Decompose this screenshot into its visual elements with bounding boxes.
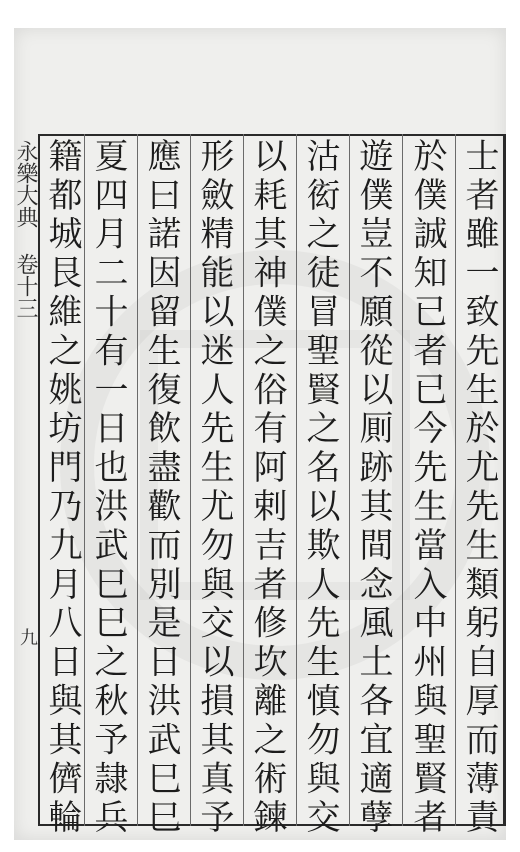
column-rule (84, 134, 85, 826)
margin-heading: 永樂大典 卷十三 (13, 140, 38, 319)
column-rule (349, 134, 350, 826)
column-rule (455, 134, 456, 826)
text-column-2: 於僕誠知已者已今先生當入中州與聖賢者 (407, 138, 447, 839)
column-rule (296, 134, 297, 826)
column-rule (190, 134, 191, 826)
text-column-9: 籍都城艮維之姚坊門乃九月八日與其儕輪 (42, 138, 82, 839)
column-rule (243, 134, 244, 826)
text-column-6: 形斂精能以迷人先生尤勿與交以損其真予 (194, 138, 234, 839)
text-column-3: 遊僕豈不願從以厠跡其間念風土各宜適孽 (353, 138, 393, 839)
text-column-7: 應曰諾因留生復飲盡歡而別是日洪武巳巳 (141, 138, 181, 839)
text-column-5: 以耗其神僕之俗有阿剌吉者修坎離之術鍊 (247, 138, 287, 839)
column-rule (137, 134, 138, 826)
text-column-4: 沽衒之徒冒聖賢之名以欺人先生慎勿與交 (300, 138, 340, 839)
text-column-1: 士者雖一致先生於尤先生類躬自厚而薄責 (459, 138, 499, 839)
text-column-8: 夏四月二十有一日也洪武巳巳之秋予隷兵 (88, 138, 128, 839)
folio-number: 九 (17, 628, 38, 646)
column-rule (402, 134, 403, 826)
